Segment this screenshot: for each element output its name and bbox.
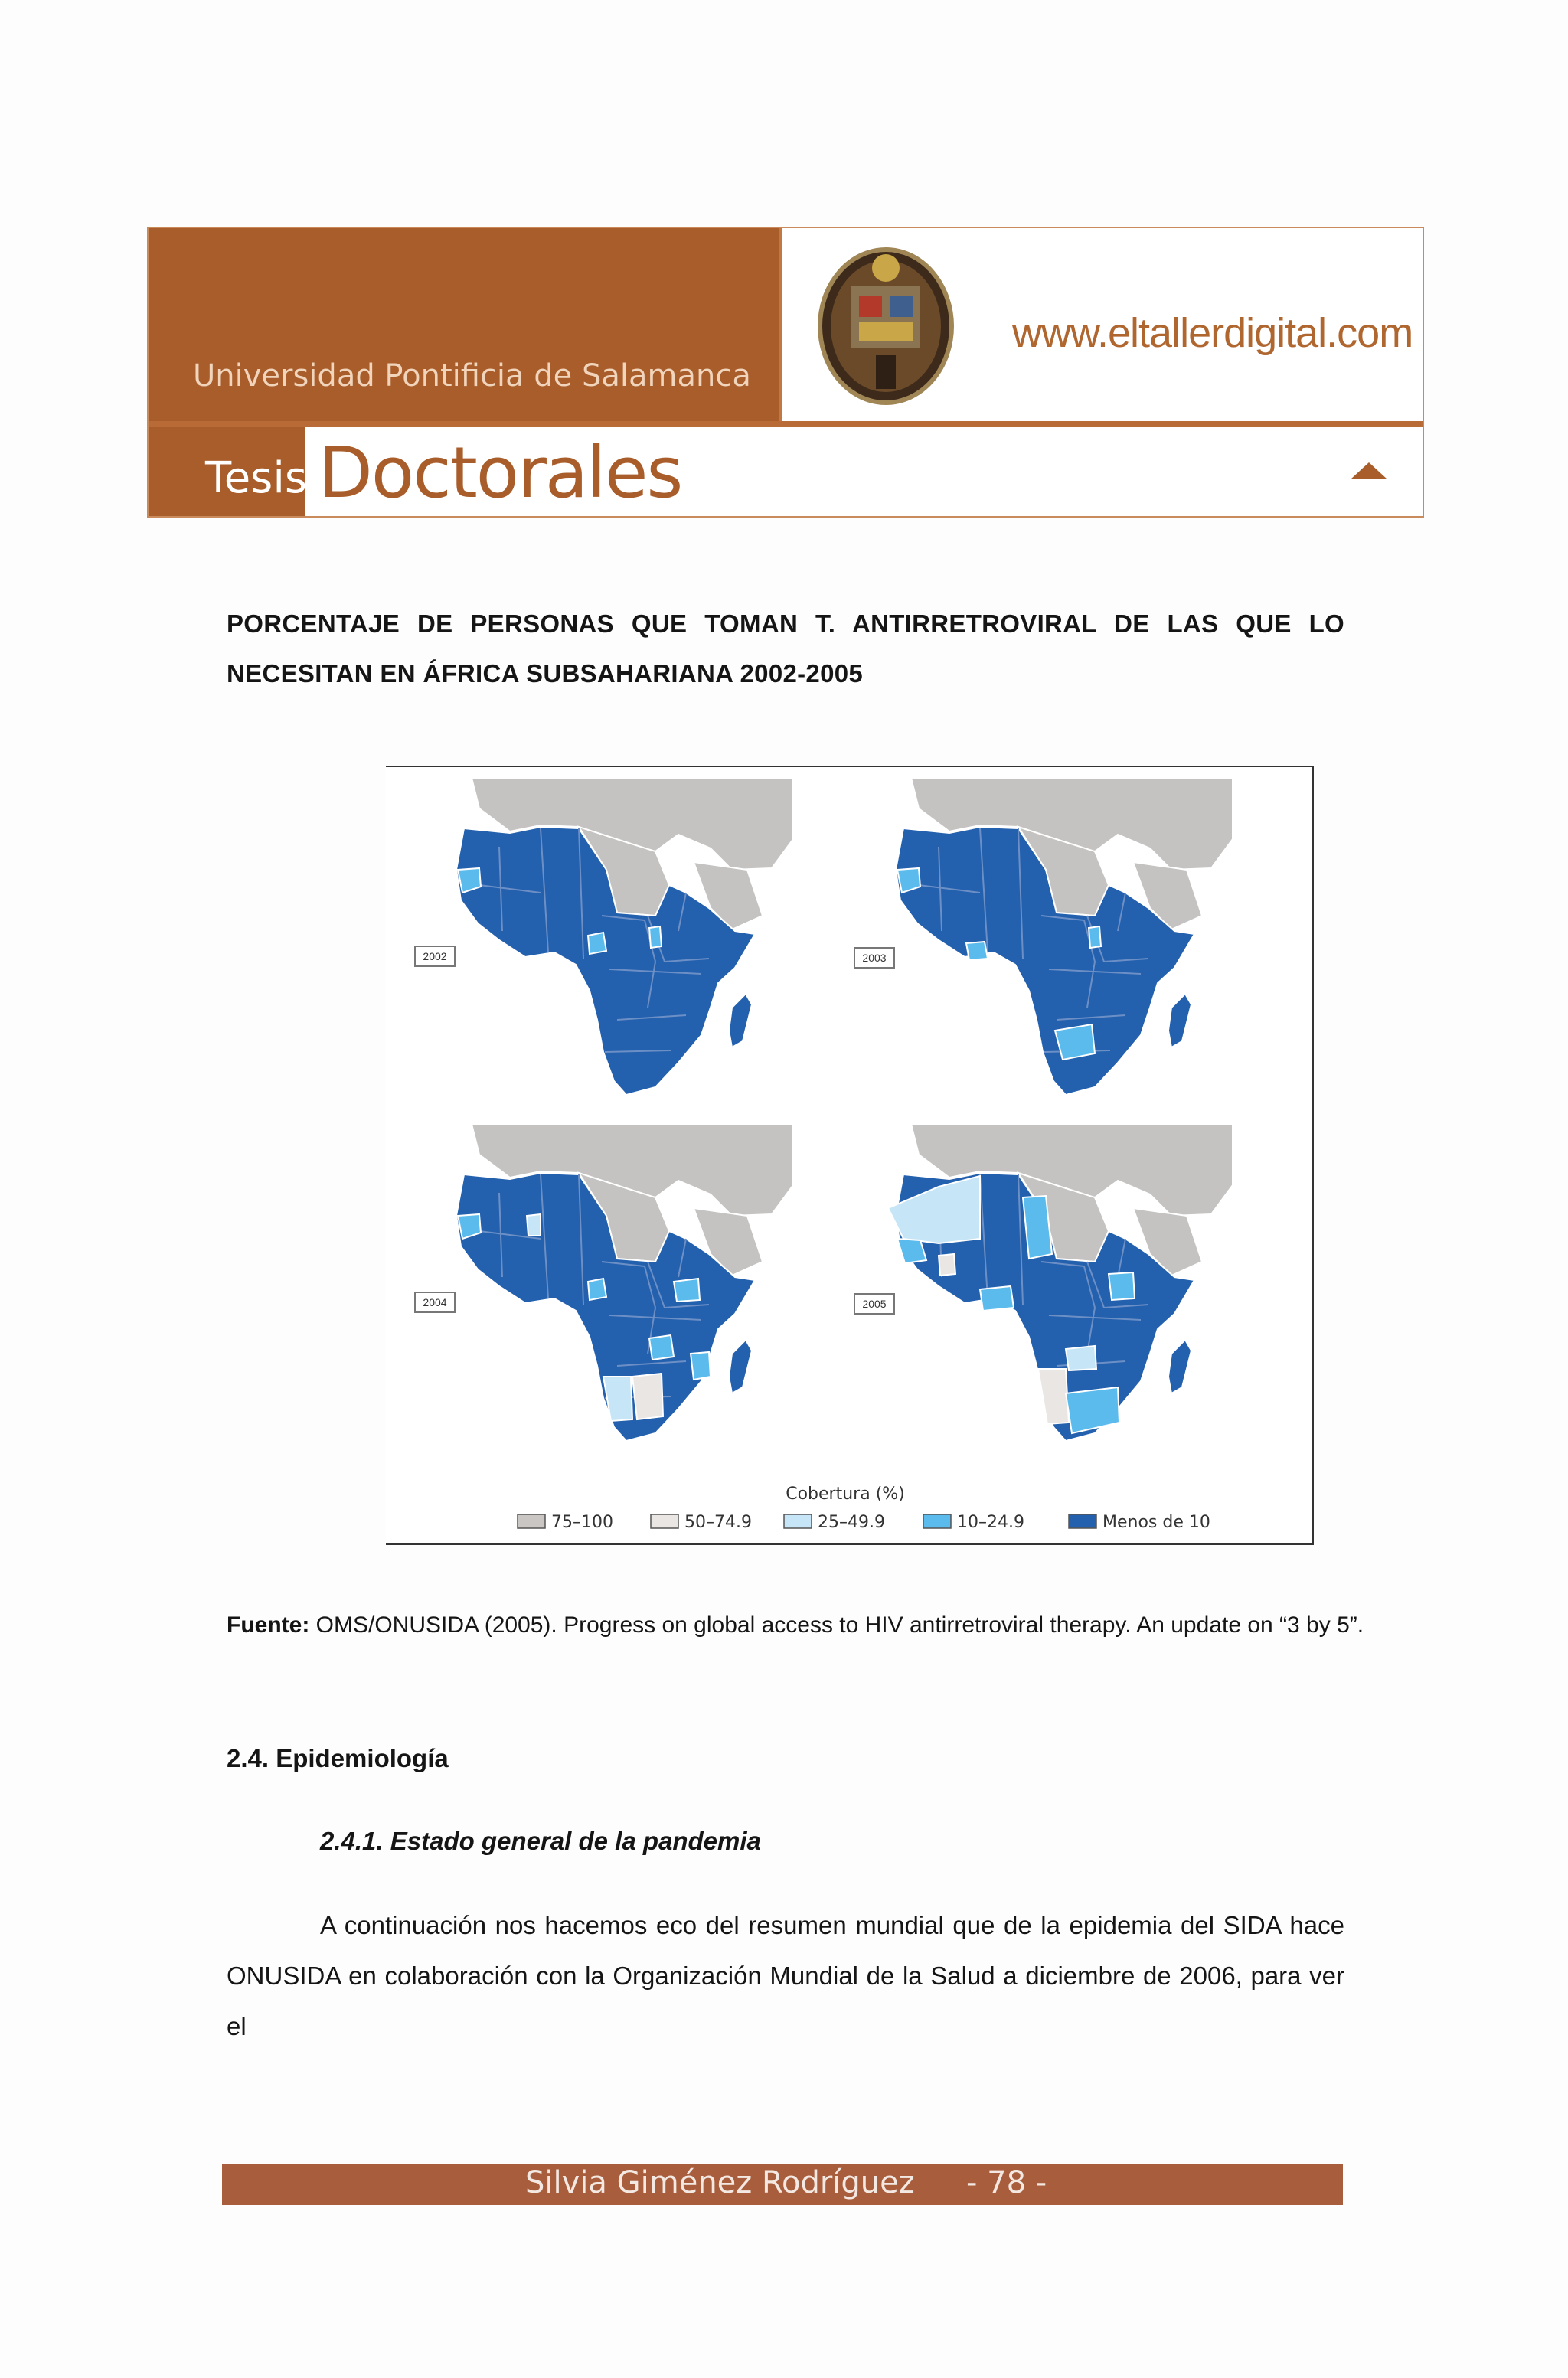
website-url[interactable]: www.eltallerdigital.com xyxy=(1012,310,1413,356)
figure-title: PORCENTAJE DE PERSONAS QUE TOMAN T. ANTIRRETROVIRAL DE LAS QUE LO NECESITAN EN ÁFRICA SUBSAHARIANA 2002-2005 xyxy=(227,609,1344,688)
legend-label: Menos de 10 xyxy=(1102,1513,1210,1532)
source-label: Fuente: xyxy=(227,1612,310,1638)
university-seal-icon xyxy=(813,240,959,409)
header-banner xyxy=(147,227,1424,518)
map-2003 xyxy=(854,778,1233,1115)
map-2005 xyxy=(854,1124,1233,1461)
map-year-label: 2004 xyxy=(423,1296,447,1308)
legend-swatch xyxy=(651,1514,678,1528)
figure-svg xyxy=(386,767,1314,1547)
map-year-label: 2005 xyxy=(862,1298,887,1310)
legend xyxy=(518,1513,1210,1532)
legend-swatch xyxy=(784,1514,812,1528)
section-heading: 2.4. Epidemiología xyxy=(227,1744,449,1772)
up-arrow-icon[interactable] xyxy=(1351,462,1387,479)
legend-swatch xyxy=(518,1514,545,1528)
page-footer xyxy=(222,2164,1343,2205)
map-2002 xyxy=(415,778,793,1115)
map-year-label: 2003 xyxy=(862,952,887,964)
legend-swatch xyxy=(923,1514,951,1528)
series-label-small: Tesis xyxy=(205,453,308,503)
legend-swatch xyxy=(1069,1514,1096,1528)
map-2004 xyxy=(415,1124,793,1461)
university-name: Universidad Pontificia de Salamanca xyxy=(193,358,751,394)
legend-label: 25–49.9 xyxy=(818,1513,885,1532)
subsection-heading: 2.4.1. Estado general de la pandemia xyxy=(320,1827,761,1855)
source-text: OMS/ONUSIDA (2005). Progress on global access to HIV antirretroviral therapy. An update on “3 by 5”. xyxy=(309,1612,1364,1638)
banner-right-panel xyxy=(779,228,1423,421)
map-year-label: 2002 xyxy=(423,950,447,962)
legend-label: 75–100 xyxy=(551,1513,613,1532)
legend-label: 10–24.9 xyxy=(957,1513,1024,1532)
legend-label: 50–74.9 xyxy=(684,1513,752,1532)
banner-divider xyxy=(149,421,1423,427)
paragraph-text: A continuación nos hacemos eco del resumen mundial que de la epidemia del SIDA hace ONUSIDA en colaboración con la Organización Mundial de la Salud a diciembre de 2006, para ver el xyxy=(227,1911,1344,2040)
legend-title: Cobertura (%) xyxy=(786,1485,905,1504)
figure-source xyxy=(227,1612,1421,1638)
body-paragraph xyxy=(227,1900,1344,2052)
footer-author: Silvia Giménez Rodríguez xyxy=(525,2165,915,2200)
series-label-large: Doctorales xyxy=(318,432,682,514)
page-number: - 78 - xyxy=(966,2165,1047,2200)
africa-art-coverage-figure xyxy=(386,766,1314,1545)
